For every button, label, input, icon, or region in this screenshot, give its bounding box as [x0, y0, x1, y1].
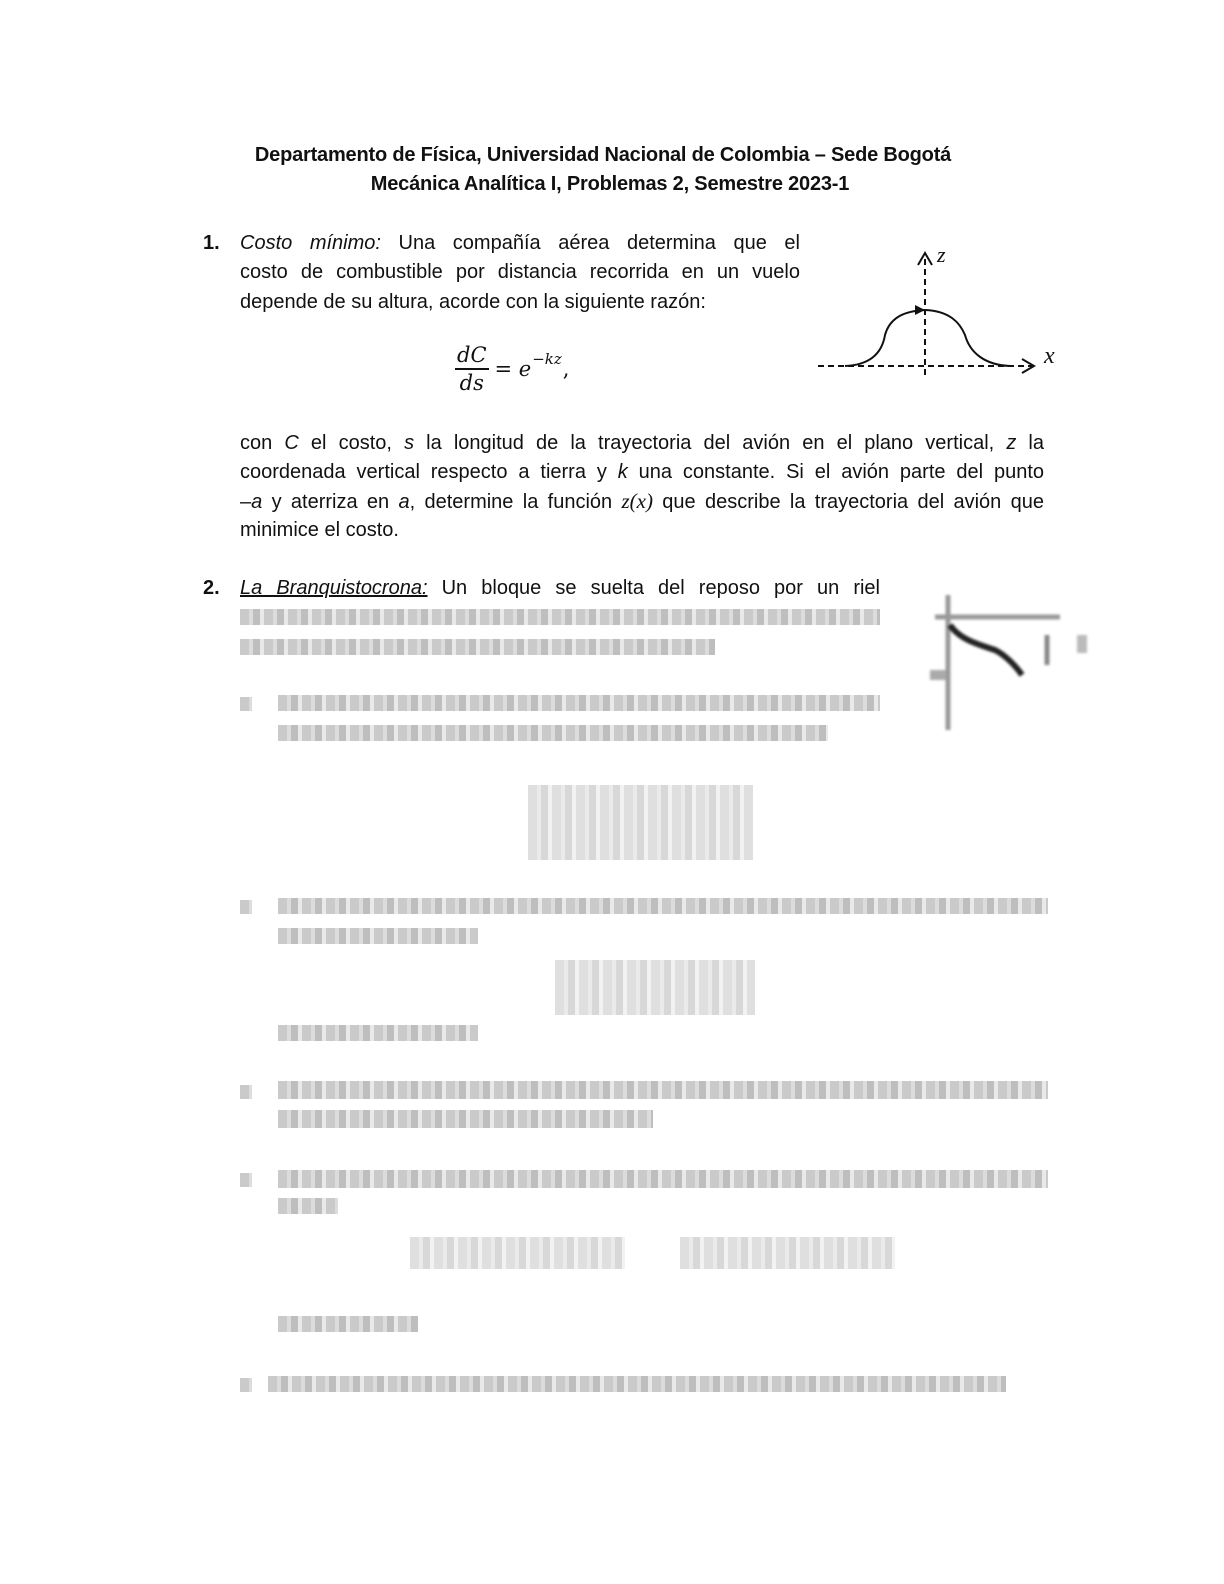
obscured-line: [278, 725, 828, 741]
problem-1-body-line-1: con C el costo, s la longitud de la trayectoria del avión en el plano vertical, z la: [240, 432, 1044, 454]
problem-1-line-3: depende de su altura, acorde con la siguiente razón:: [240, 291, 706, 313]
obscured-item-marker: [240, 1173, 252, 1187]
obscured-item-marker: [240, 900, 252, 914]
direction-arrow-icon: [915, 305, 925, 315]
obscured-equation: [680, 1237, 895, 1269]
obscured-line: [278, 1025, 478, 1041]
equation-fraction: [455, 342, 489, 396]
function-zx: z(x): [621, 489, 653, 513]
problem-1-line-2: costo de combustible por distancia recorrida en un vuelo: [240, 261, 800, 283]
obscured-line: [278, 1316, 418, 1332]
equation-exponent: −kz: [532, 349, 562, 368]
problem-1-equation: [455, 342, 569, 396]
obscured-item-marker: [240, 1085, 252, 1099]
obscured-item-marker: [240, 1378, 252, 1392]
obscured-equation: [410, 1237, 625, 1269]
obscured-line: [268, 1376, 1006, 1392]
obscured-line: [240, 639, 715, 655]
problem-1-body-line-4: minimice el costo.: [240, 519, 399, 541]
document-header-course: Mecánica Analítica I, Problemas 2, Semestre 2023-1: [370, 173, 850, 195]
axis-label-z: z: [937, 242, 946, 267]
axis-label-x: x: [1044, 343, 1055, 369]
problem-2-figure-obscured: [900, 575, 1090, 735]
problem-2-title: La Branquistocrona:: [240, 577, 428, 599]
obscured-line: [278, 1081, 1048, 1099]
z-axis: [918, 253, 932, 375]
obscured-equation: [555, 960, 755, 1015]
obscured-line: [240, 609, 880, 625]
equation-denominator: ds: [459, 370, 484, 395]
problem-1-title: Costo mínimo:: [240, 232, 381, 254]
document-header-institution: Departamento de Física, Universidad Nacional de Colombia – Sede Bogotá: [254, 144, 952, 166]
equation-numerator: dC: [457, 343, 487, 367]
obscured-line: [278, 898, 1048, 914]
problem-1-intro-1: Una compañía aérea determina que el: [380, 232, 800, 254]
flight-trajectory-curve: [845, 310, 1010, 366]
obscured-line: [278, 1198, 338, 1214]
obscured-item-marker: [240, 697, 252, 711]
obscured-line: [278, 928, 478, 944]
problem-2-number: 2.: [203, 577, 220, 599]
problem-1-body-line-2: coordenada vertical respecto a tierra y k una constante. Si el avión parte del punto: [240, 461, 1045, 483]
problem-2-line-1: La Branquistocrona: Un bloque se suelta del reposo por un riel: [240, 577, 880, 599]
problem-1-body-line-3: –a y aterriza en a, determine la función z(x) que describe la trayectoria del avión que: [240, 489, 1044, 513]
obscured-equation: [528, 785, 753, 860]
obscured-line: [278, 695, 880, 711]
obscured-line: [278, 1110, 653, 1128]
obscured-line: [278, 1170, 1048, 1188]
equation-comma: ,: [562, 356, 570, 381]
problem-1-number: 1.: [203, 232, 220, 254]
problem-1-line-1: [240, 231, 800, 255]
equation-rhs: = e: [494, 356, 532, 381]
problem-1-figure: [810, 235, 1070, 385]
